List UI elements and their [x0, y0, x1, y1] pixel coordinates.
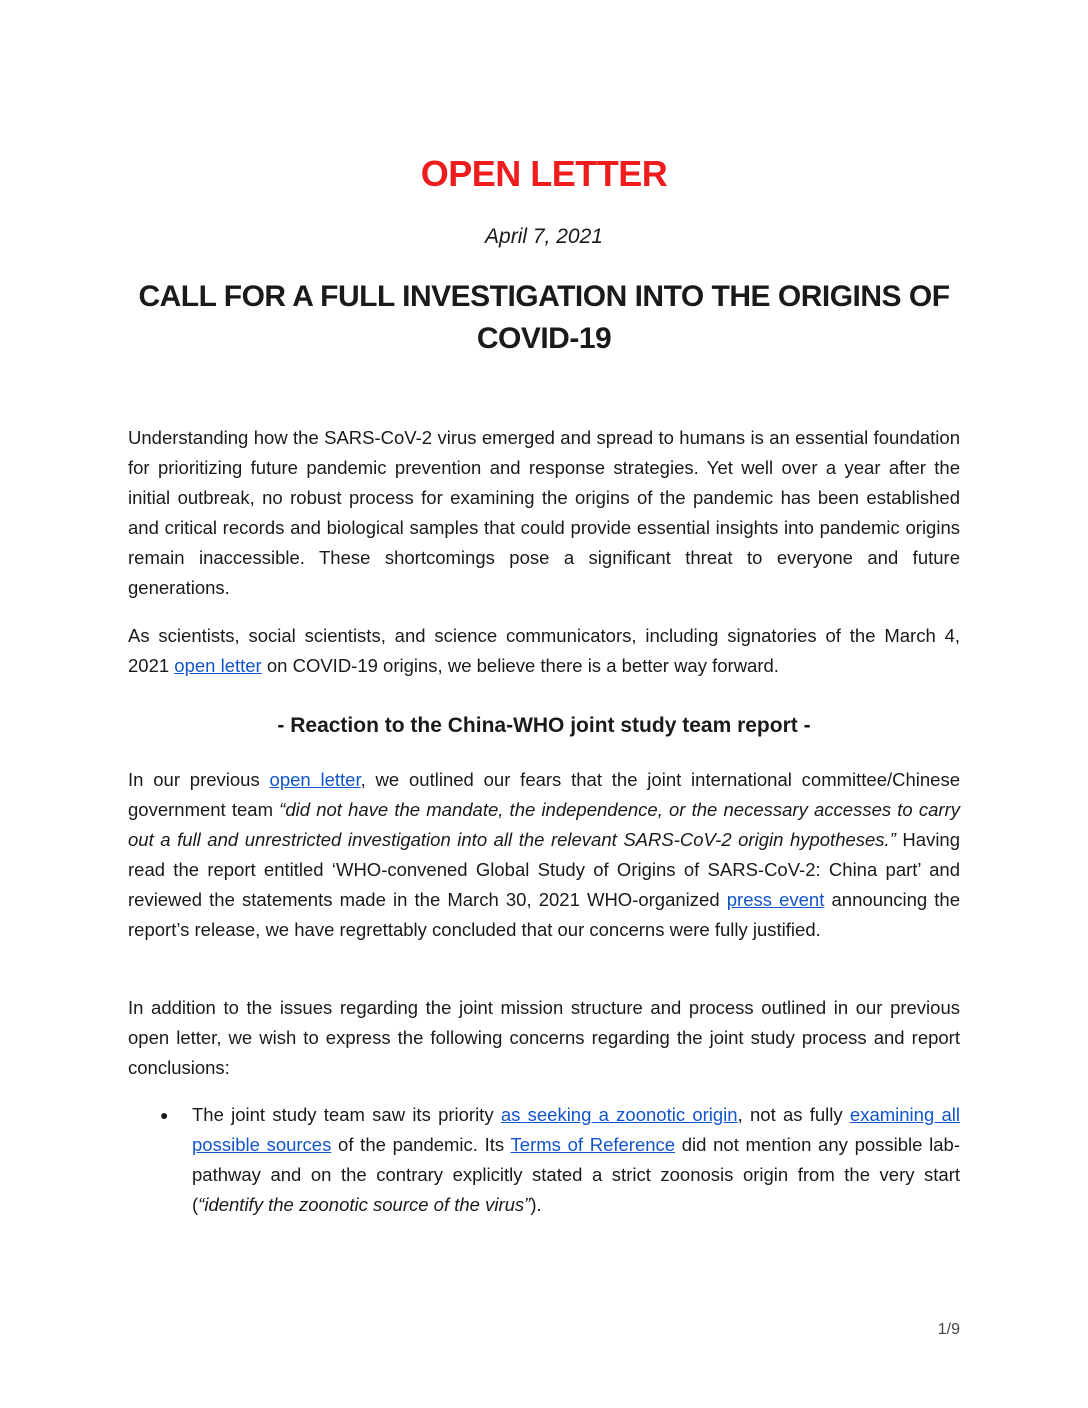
previous-open-letter-link[interactable]: open letter — [269, 769, 361, 790]
letter-headline: CALL FOR A FULL INVESTIGATION INTO THE ORIGINS OF COVID-19 — [138, 280, 950, 355]
paragraph-text: on COVID-19 origins, we believe there is a better way forward. — [261, 655, 779, 676]
paragraph-text: ). — [530, 1194, 542, 1215]
paragraph-text: , we outlined our fears that the joint international committee/Chinese government team — [128, 769, 961, 820]
letter-title: OPEN LETTER — [420, 153, 668, 194]
paragraph-text: Having read the report entitled ‘WHO-convened Global Study of Origins of SARS-CoV-2: China part’ and reviewed the statements made in the March 30, 2021 WHO-organized — [128, 829, 961, 910]
paragraph-text: In our previous — [128, 769, 270, 790]
quoted-text: “identify the zoonotic source of the virus” — [198, 1194, 531, 1215]
examining-sources-link[interactable]: examining all possible sources — [192, 1104, 960, 1155]
paragraph-concerns-intro: In addition to the issues regarding the joint mission structure and process outlined in our previous open letter, we wish to express the following concerns regarding the joint study process and report conclusions: — [128, 997, 960, 1078]
open-letter-link[interactable]: open letter — [174, 655, 262, 676]
paragraph-text: of the pandemic. Its — [331, 1134, 511, 1155]
list-item — [128, 1100, 960, 1220]
paragraph-intro: Understanding how the SARS-CoV-2 virus emerged and spread to humans is an essential foundation for prioritizing future pandemic prevention and response strategies. Yet well over a year after the initial outbreak, no robust process for examining the origins of the pandemic has been established and critical records and biological samples that could provide essential insights into pandemic origins remain inaccessible. These shortcomings pose a significant threat to everyone and future generations. — [128, 427, 960, 598]
list-item-text — [192, 1100, 960, 1220]
page-number: 1/9 — [937, 1321, 960, 1338]
bullet-icon: ● — [160, 1107, 169, 1123]
section-subhead: - Reaction to the China-WHO joint study team report - — [277, 714, 811, 737]
zoonotic-origin-link[interactable]: as seeking a zoonotic origin — [500, 1104, 738, 1125]
paragraph-reaction — [128, 765, 960, 945]
quoted-text: “did not have the mandate, the independence, or the necessary accesses to carry out a full and unrestricted investigation into all the relevant SARS-CoV-2 origin hypotheses.” — [128, 799, 960, 850]
paragraph-text: announcing the report’s release, we have regrettably concluded that our concerns were fully justified. — [128, 889, 961, 940]
letter-date: April 7, 2021 — [485, 225, 603, 248]
paragraph-signatories — [128, 621, 960, 681]
paragraph-text: , not as fully — [737, 1104, 850, 1125]
terms-of-reference-link[interactable]: Terms of Reference — [510, 1134, 676, 1155]
press-event-link[interactable]: press event — [726, 889, 825, 910]
paragraph-text: did not mention any possible lab-pathway and on the contrary explicitly stated a strict zoonosis origin from the very start ( — [192, 1134, 960, 1215]
paragraph-text: As scientists, social scientists, and science communicators, including signatories of the March 4, 2021 — [128, 625, 960, 676]
paragraph-text: The joint study team saw its priority — [192, 1104, 501, 1125]
